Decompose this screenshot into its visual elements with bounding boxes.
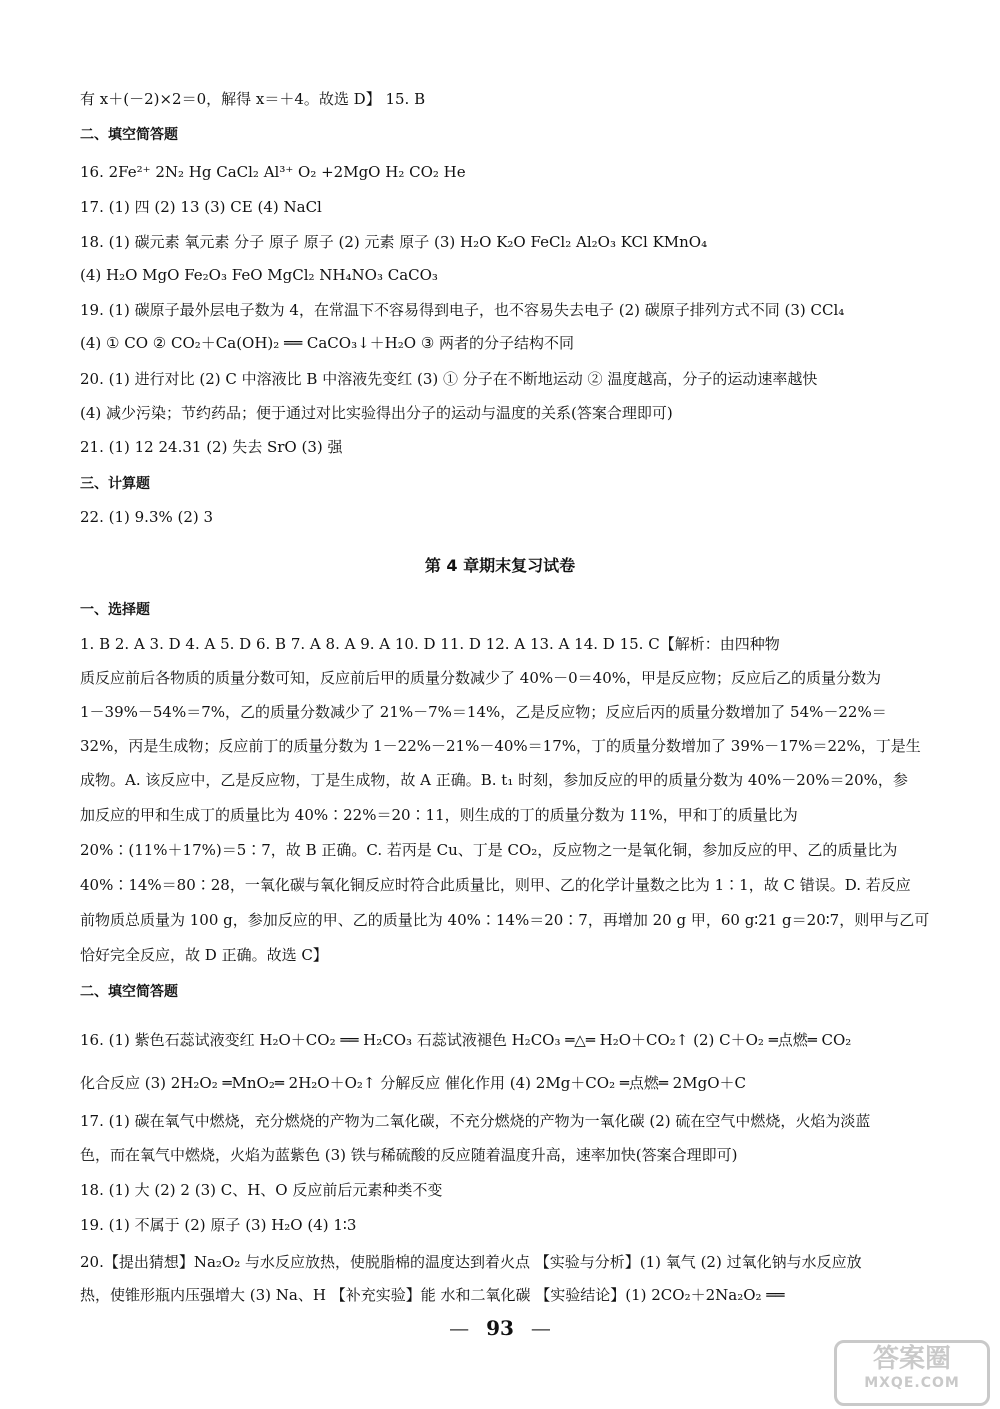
text-line: 20. (1) 进行对比 (2) C 中溶液比 B 中溶液先变红 (3) ① 分子在不断地运动 ② 温度越高，分子的运动速率越快 — [80, 370, 818, 388]
page-number-row — [0, 1316, 1000, 1340]
text-line: 17. (1) 四 (2) 13 (3) CE (4) NaCl — [80, 198, 322, 216]
section-heading: 二、填空简答题 — [80, 127, 178, 143]
text-line: 22. (1) 9.3% (2) 3 — [80, 508, 214, 526]
text-line: 18. (1) 大 (2) 2 (3) C、H、O 反应前后元素种类不变 — [80, 1181, 443, 1199]
text-line: 20.【提出猜想】Na₂O₂ 与水反应放热，使脱脂棉的温度达到着火点 【实验与分析】(1) 氧气 (2) 过氧化钠与水反应放 — [80, 1253, 862, 1271]
page-number: 93 — [486, 1316, 514, 1340]
text-line: 19. (1) 碳原子最外层电子数为 4，在常温下不容易得到电子，也不容易失去电子 (2) 碳原子排列方式不同 (3) CCl₄ — [80, 301, 845, 319]
text-line: 1. B 2. A 3. D 4. A 5. D 6. B 7. A 8. A 9. A 10. D 11. D 12. A 13. A 14. D 15. C【解析：由四种物 — [80, 635, 780, 653]
text-line: 质反应前后各物质的质量分数可知，反应前后甲的质量分数减少了 40%－0＝40%，甲是反应物；反应后乙的质量分数为 — [80, 669, 881, 687]
section-heading: 二、填空简答题 — [80, 984, 178, 1000]
text-line: 16. 2Fe²⁺ 2N₂ Hg CaCl₂ Al³⁺ O₂ +2MgO H₂ CO₂ He — [80, 163, 466, 181]
text-line: 1－39%－54%＝7%，乙的质量分数减少了 21%－7%＝14%，乙是反应物；反应后丙的质量分数增加了 54%－22%＝ — [80, 703, 887, 721]
text-line: 21. (1) 12 24.31 (2) 失去 SrO (3) 强 — [80, 438, 343, 456]
text-line: 18. (1) 碳元素 氧元素 分子 原子 原子 (2) 元素 原子 (3) H₂O K₂O FeCl₂ Al₂O₃ KCl KMnO₄ — [80, 233, 708, 251]
page-dash-left: — — [449, 1316, 470, 1340]
text-line: 色，而在氧气中燃烧，火焰为蓝紫色 (3) 铁与稀硫酸的反应随着温度升高，速率加快(答案合理即可) — [80, 1146, 738, 1164]
section-heading: 三、计算题 — [80, 476, 150, 492]
text-line: 化合反应 (3) 2H₂O₂ ═MnO₂═ 2H₂O＋O₂↑ 分解反应 催化作用 (4) 2Mg＋CO₂ ═点燃═ 2MgO＋C — [80, 1074, 746, 1092]
text-line: 16. (1) 紫色石蕊试液变红 H₂O＋CO₂ ══ H₂CO₃ 石蕊试液褪色 H₂CO₃ ═△═ H₂O＋CO₂↑ (2) C＋O₂ ═点燃═ CO₂ — [80, 1031, 852, 1049]
text-line: (4) 减少污染；节约药品；便于通过对比实验得出分子的运动与温度的关系(答案合理即可) — [80, 404, 673, 422]
text-line: (4) H₂O MgO Fe₂O₃ FeO MgCl₂ NH₄NO₃ CaCO₃ — [80, 266, 438, 284]
page-dash-right: — — [530, 1316, 551, 1340]
text-line: 恰好完全反应，故 D 正确。故选 C】 — [80, 946, 328, 964]
watermark-url-text: MXQE.COM — [864, 1375, 960, 1391]
watermark-main-text: 答案圈 — [872, 1344, 951, 1374]
text-line: 19. (1) 不属于 (2) 原子 (3) H₂O (4) 1∶3 — [80, 1216, 357, 1234]
text-line: 加反应的甲和生成丁的质量比为 40%∶22%＝20∶11，则生成的丁的质量分数为 11%，甲和丁的质量比为 — [80, 806, 798, 824]
section-heading: 一、选择题 — [80, 602, 150, 618]
text-line: 20%∶(11%＋17%)＝5∶7，故 B 正确。C. 若丙是 Cu、丁是 CO₂，反应物之一是氧化铜，参加反应的甲、乙的质量比为 — [80, 841, 898, 859]
text-line: 40%∶14%＝80∶28，一氧化碳与氧化铜反应时符合此质量比，则甲、乙的化学计量数之比为 1∶1，故 C 错误。D. 若反应 — [80, 876, 911, 894]
text-line: 17. (1) 碳在氧气中燃烧，充分燃烧的产物为二氧化碳，不充分燃烧的产物为一氧化碳 (2) 硫在空气中燃烧，火焰为淡蓝 — [80, 1112, 871, 1130]
text-line: 前物质总质量为 100 g，参加反应的甲、乙的质量比为 40%∶14%＝20∶7，再增加 20 g 甲，60 g∶21 g＝20∶7，则甲与乙可 — [80, 911, 930, 929]
text-line: 有 x＋(－2)×2＝0，解得 x＝＋4。故选 D】 15. B — [80, 90, 426, 108]
text-line: 32%，丙是生成物；反应前丁的质量分数为 1－22%－21%－40%＝17%，丁的质量分数增加了 39%－17%＝22%，丁是生 — [80, 737, 921, 755]
chapter-title: 第 4 章期末复习试卷 — [424, 556, 576, 575]
text-line: 热，使锥形瓶内压强增大 (3) Na、H 【补充实验】能 水和二氧化碳 【实验结论】(1) 2CO₂＋2Na₂O₂ ══ — [80, 1286, 785, 1304]
text-line: 成物。A. 该反应中，乙是反应物，丁是生成物，故 A 正确。B. t₁ 时刻，参加反应的甲的质量分数为 40%－20%＝20%，参 — [80, 771, 908, 789]
text-line: (4) ① CO ② CO₂＋Ca(OH)₂ ══ CaCO₃↓＋H₂O ③ 两者的分子结构不同 — [80, 334, 575, 352]
watermark-logo — [834, 1340, 990, 1406]
